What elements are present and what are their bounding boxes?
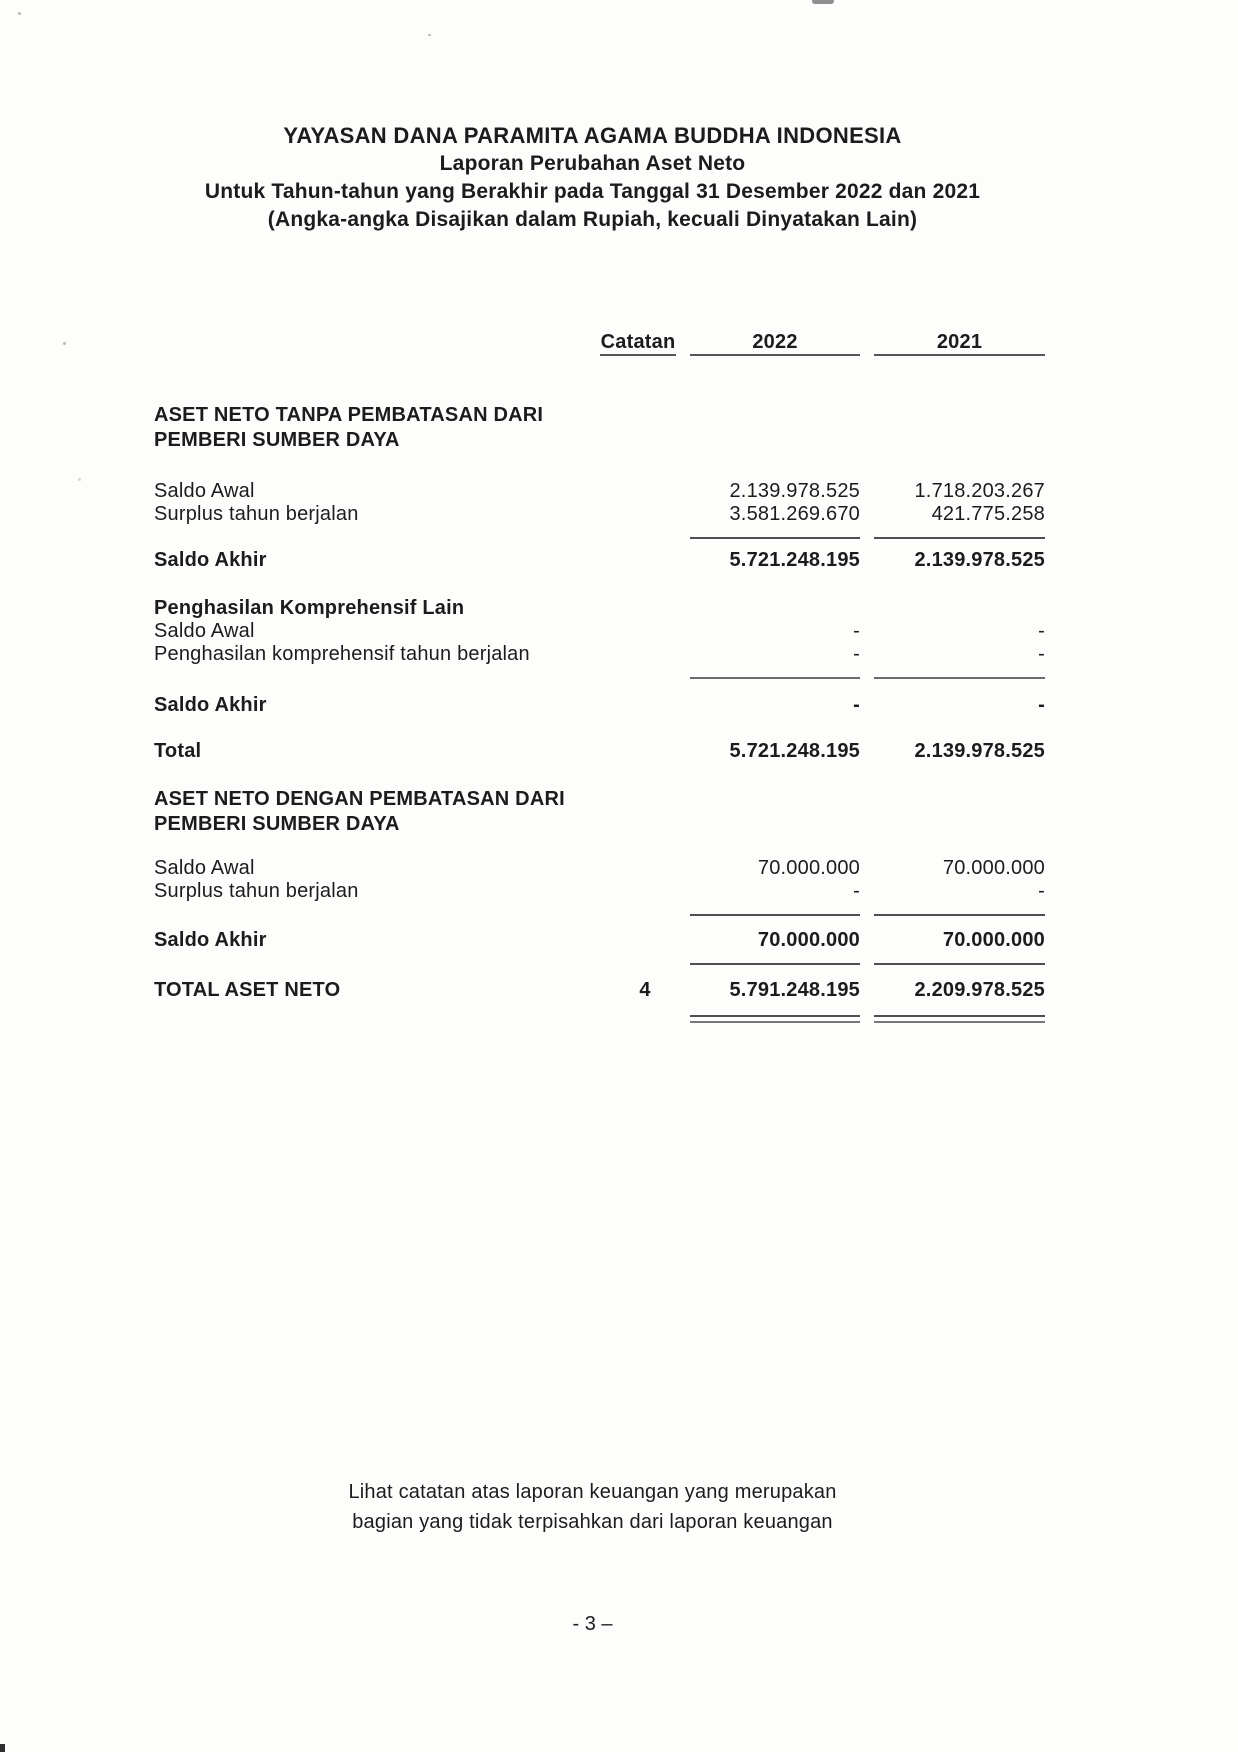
value-2021: - [1038, 620, 1045, 642]
value-2022: - [853, 620, 860, 642]
statement-table [140, 331, 1045, 1022]
note-reference: 4 [639, 979, 651, 1001]
scan-speck [63, 342, 66, 345]
value-2022: - [853, 643, 860, 665]
row-unrestricted-saldo-awal: Saldo Awal 2.139.978.525 1.718.203.267 [154, 480, 1045, 502]
page-number: - 3 – [572, 1613, 613, 1635]
value-2021: 2.209.978.525 [914, 979, 1045, 1001]
row-oci-saldo-awal: Saldo Awal - - [154, 620, 1045, 642]
column-header-catatan: Catatan [600, 331, 690, 365]
column-header-2022: 2022 [690, 331, 860, 365]
row-restricted-surplus: Surplus tahun berjalan - - [154, 880, 1045, 902]
row-oci-saldo-akhir: Saldo Akhir - - [154, 694, 1045, 716]
row-total-aset-neto: TOTAL ASET NETO 4 5.791.248.195 2.209.978.525 [154, 979, 1045, 1001]
period-line: Untuk Tahun-tahun yang Berakhir pada Tanggal 31 Desember 2022 dan 2021 [204, 180, 981, 203]
currency-note: (Angka-angka Disajikan dalam Rupiah, kecuali Dinyatakan Lain) [267, 208, 918, 231]
column-header-2021: 2021 [860, 331, 1045, 365]
subtotal-rule [140, 963, 1045, 965]
value-2022: 70.000.000 [757, 857, 860, 879]
scan-artifact-corner [0, 1744, 5, 1752]
value-2022: 5.791.248.195 [729, 979, 860, 1001]
row-restricted-saldo-awal: Saldo Awal 70.000.000 70.000.000 [154, 857, 1045, 879]
row-oci-heading: Penghasilan Komprehensif Lain [154, 597, 465, 619]
value-2021: - [1038, 643, 1045, 665]
value-2022: 5.721.248.195 [729, 549, 860, 571]
value-2022: - [853, 880, 860, 902]
value-2021: 70.000.000 [942, 929, 1045, 951]
value-2021: - [1038, 694, 1045, 716]
value-2021: 70.000.000 [942, 857, 1045, 879]
value-2021: 1.718.203.267 [914, 480, 1045, 502]
scan-speck [428, 34, 431, 36]
value-2022: 3.581.269.670 [729, 503, 860, 525]
subtotal-rule [140, 677, 1045, 679]
value-2021: 2.139.978.525 [914, 740, 1045, 762]
subtotal-rule [140, 914, 1045, 916]
grand-total-double-rule [140, 1015, 1045, 1022]
document-header [140, 0, 1045, 234]
value-2021: 2.139.978.525 [914, 549, 1045, 571]
value-2021: - [1038, 880, 1045, 902]
row-restricted-saldo-akhir: Saldo Akhir 70.000.000 70.000.000 [154, 929, 1045, 951]
scan-artifact-top [812, 0, 834, 4]
scan-speck [78, 478, 81, 481]
value-2022: 70.000.000 [757, 929, 860, 951]
section-heading-restricted: ASET NETO DENGAN PEMBATASAN DARI PEMBERI SUMBER DAYA [154, 788, 565, 835]
statement-title: Laporan Perubahan Aset Neto [439, 152, 746, 175]
row-unrestricted-surplus: Surplus tahun berjalan 3.581.269.670 421.775.258 [154, 503, 1045, 525]
organization-name: YAYASAN DANA PARAMITA AGAMA BUDDHA INDONESIA [283, 123, 902, 148]
row-unrestricted-saldo-akhir: Saldo Akhir 5.721.248.195 2.139.978.525 [154, 549, 1045, 571]
row-unrestricted-total: Total 5.721.248.195 2.139.978.525 [154, 740, 1045, 762]
footer-note: Lihat catatan atas laporan keuangan yang merupakan bagian yang tidak terpisahkan dari laporan keuangan [348, 1481, 837, 1533]
value-2022: 2.139.978.525 [729, 480, 860, 502]
value-2021: 421.775.258 [931, 503, 1045, 525]
scan-speck [18, 12, 21, 15]
column-header-row [140, 331, 1045, 365]
subtotal-rule [140, 537, 1045, 539]
value-2022: 5.721.248.195 [729, 740, 860, 762]
section-heading-unrestricted: ASET NETO TANPA PEMBATASAN DARI PEMBERI SUMBER DAYA [154, 404, 544, 451]
value-2022: - [853, 694, 860, 716]
row-oci-berjalan: Penghasilan komprehensif tahun berjalan - - [154, 643, 1045, 665]
